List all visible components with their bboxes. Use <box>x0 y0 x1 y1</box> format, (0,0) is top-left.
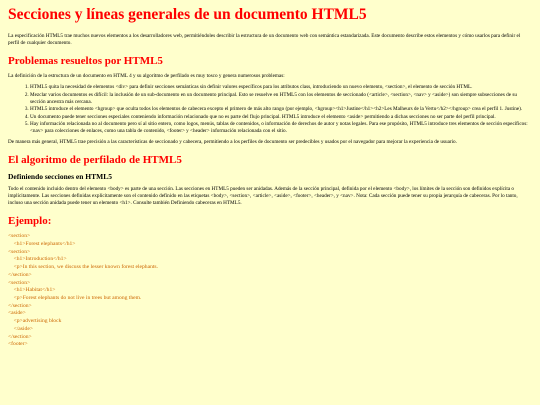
intro-paragraph: La especificación HTML5 trae muchos nuevos elementos a los desarrolladores web, permitiéndoles describir la estructura de un documento web con semántica estandarizada. Este documento describe estos elementos y cómo usarlos para definir el perfil de cualquier documento. <box>8 33 521 47</box>
code-line: <aside> <box>8 310 26 317</box>
code-line: </section> <box>8 271 32 278</box>
problems-closing: De manera más general, HTML5 trae precisión a las características de seccionado y cabecera, permitiendo a los perfiles de documento ser predecibles y usados por el navegador para mejorar la experiencia de usuario. <box>8 139 457 146</box>
problems-list <box>8 84 532 135</box>
code-line: <p>In this section, we discuss the lesser known forest elephants. <box>8 264 159 271</box>
code-line: <section> <box>8 233 31 240</box>
code-line: <section> <box>8 279 31 286</box>
code-line: <h1>Forest elephants</h1> <box>8 240 76 247</box>
problems-lead: La definición de la estructura de un documento en HTML 4 y su algoritmo de perfilado es muy tosco y genera numerosos problemas: <box>8 73 285 80</box>
code-line: <h1>Habitat</h1> <box>8 287 56 294</box>
code-example <box>8 233 532 349</box>
page-title: Secciones y líneas generales de un documento HTML5 <box>8 6 367 23</box>
example-heading: Ejemplo: <box>8 215 52 228</box>
algorithm-body: Todo el contenido incluido dentro del elemento <body> es parte de una sección. Las secciones en HTML5 pueden ser anidadas. Además de la sección principal, definida por el elemento <body>, los límites de la sección son definidos explícita o implícitamente. Las secciones definidas explícitamente son el contenido definido en las etiquetas <body>, <section>, <article>, <aside>, <footer>, <header>, y <nav>. Nota: Cada sección puede tener su propia jerarquía de cabeceras. Por lo tanto, incluso una sección anidada puede tener un elemento <h1>. Consulte también Definiendo cabeceras en HTML5. <box>8 186 518 207</box>
list-item: 1. HTML5 quita la necesidad de elementos <div> para definir secciones semánticas sin definir valores específicos para los atributos class, introduciendo un nuevo elemento, <section>, el elemento de sección HTML. <box>30 84 532 91</box>
code-line: <footer> <box>8 341 28 348</box>
algorithm-heading: El algoritmo de perfilado de HTML5 <box>8 154 182 167</box>
code-line: </aside> <box>8 325 33 332</box>
code-line: </section> <box>8 302 32 309</box>
code-line: <section> <box>8 248 31 255</box>
list-item: 5. Hay información relacionada no al documento pero sí al sitio entero, como logos, menús, tablas de contenidos, o información de derechos de autor y notas legales. Para ese propósito, HTML5 introduce tres elementos de sección específicos: <nav> para colecciones de enlaces, como una tabla de contenido, <footer> y <header> información relacionada con el sitio. <box>30 121 532 135</box>
list-item: 2. Mezclar varios documentos es difícil: la inclusión de un sub-documento en un documento principal. Esto se resuelve en HTML5 con los elementos de seccionado (<article>, <section>, <nav> y <aside>) son siempre subsecciones de su sección ancestra más cercana. <box>30 92 532 106</box>
code-line: <p>Forest elephants do not live in trees but among them. <box>8 295 142 302</box>
list-item: 3. HTML5 introduce el elemento <hgroup> que oculta todos los elementos de cabecera excepto el primero de más alto rango (por ejemplo, <hgroup><h1>Justine</h1><h2>Les Malheurs de la Vertu</h2></hgroup> crea el perfil 1. Justine). <box>30 106 532 113</box>
code-line: <p>advertising block <box>8 318 62 325</box>
list-item: 4. Un documento puede tener secciones especiales conteniendo información relacionado que no es parte del flujo principal. HTML5 introduce el elemento <aside> permitiendo a dichas secciones no ser parte del perfil principal. <box>30 114 532 121</box>
code-line: <h1>Introduction</h1> <box>8 256 67 263</box>
problems-heading: Problemas resueltos por HTML5 <box>8 55 163 68</box>
algorithm-subheading: Definiendo secciones en HTML5 <box>8 172 112 182</box>
code-line: </section> <box>8 333 32 340</box>
